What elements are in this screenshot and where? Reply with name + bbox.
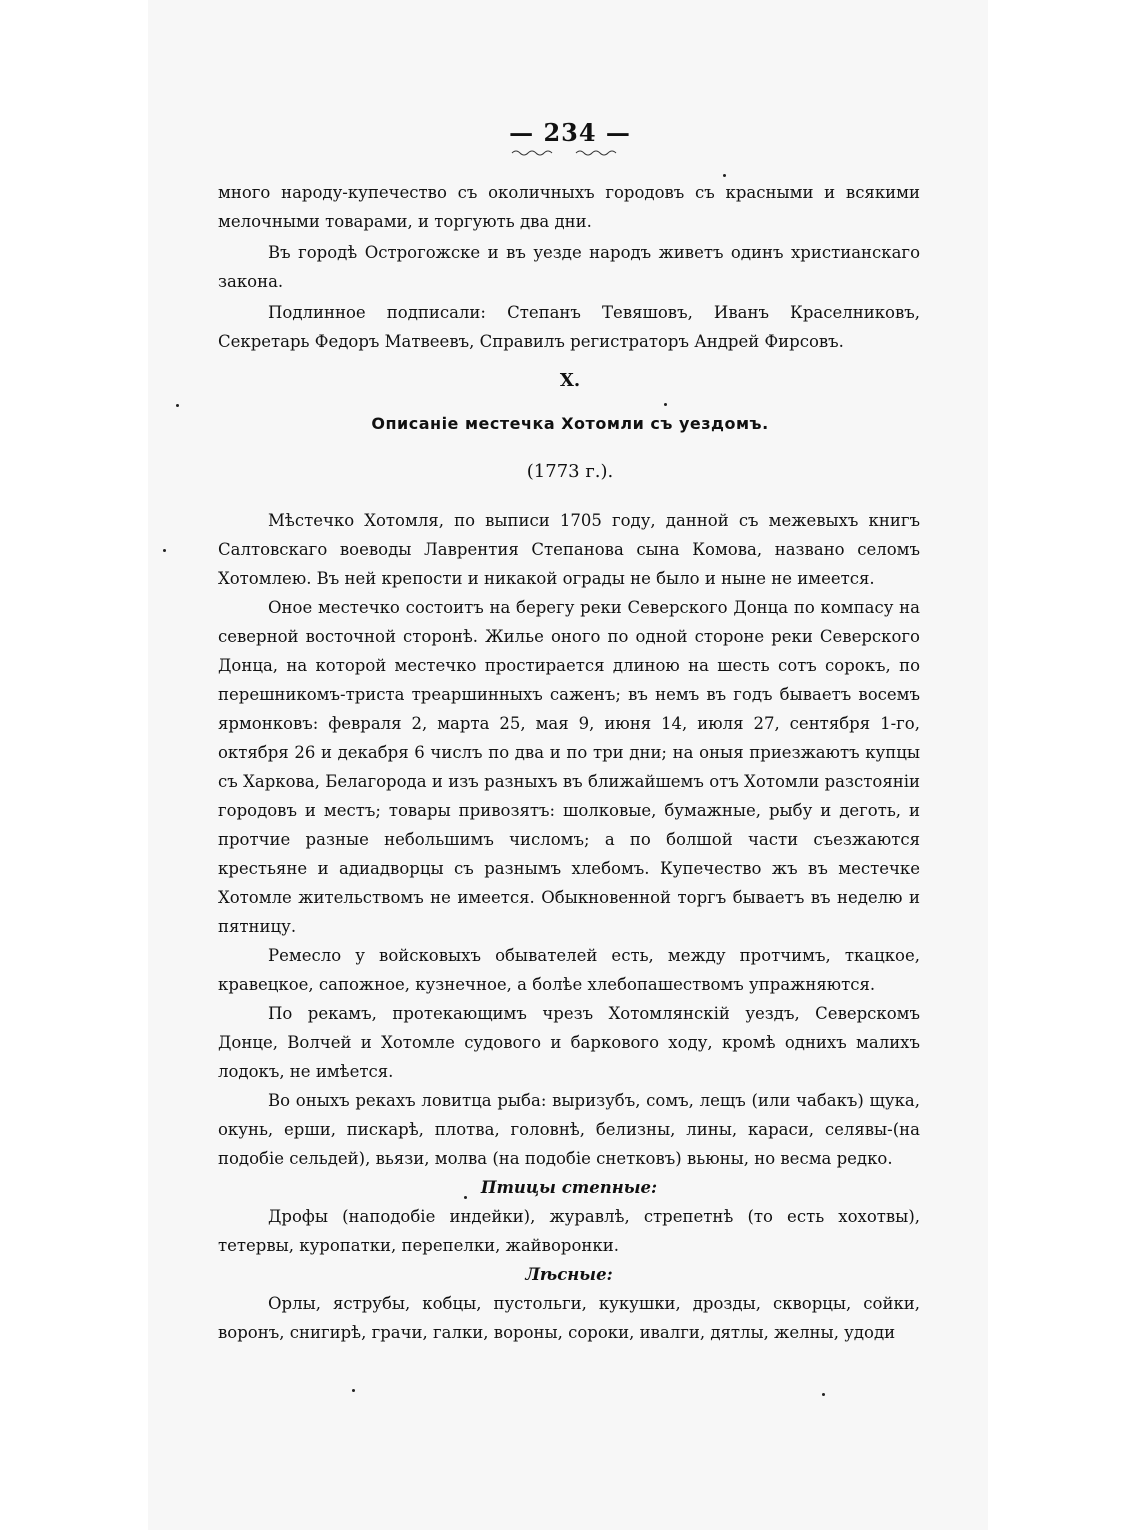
body-paragraph-4: По рекамъ, протекающимъ чрезъ Хотомлянскій уездъ, Северскомъ Донце, Волчей и Хотомле судового и баркового ходу, кромѣ однихъ малихъ лодокъ, не имѣется. (218, 1004, 920, 1081)
birds-forest-paragraph: Орлы, яструбы, кобцы, пустольги, кукушки, дрозды, скворцы, сойки, воронъ, снигирѣ, грачи, галки, вороны, сороки, ивалги, дятлы, желны, удоди (218, 1294, 920, 1342)
scan-speck (352, 1389, 355, 1392)
body-paragraph-5: Во оныхъ рекахъ ловитца рыба: выризубъ, сомъ, лещъ (или чабакъ) щука, окунь, ерши, пискарѣ, плотва, головнѣ, белизны, лины, караси, селявы-(на подобіе сельдей), вьязи, молва (на подобіе снетковъ) вьюны, но весма редко. (218, 1091, 920, 1168)
body-text (218, 506, 920, 1347)
scan-speck (163, 549, 166, 552)
top-paragraph-3: Подлинное подписали: Степанъ Тевяшовъ, Иванъ Краселниковъ, Секретарь Федоръ Матвеевъ, Справилъ регистраторъ Андрей Фирсовъ. (218, 303, 920, 351)
section-numeral: X. (559, 370, 581, 391)
section-year: (1773 г.). (526, 461, 614, 482)
body-paragraph-2: Оное местечко состоитъ на берегу реки Северского Донца по компасу на северной восточной сторонѣ. Жилье оного по одной стороне реки Северского Донца, на которой местечко простирается длиною на шесть сотъ сорокъ, по перешникомъ-триста треаршинныхъ саженъ; въ немъ въ годъ бываетъ восемъ ярмонковъ: февраля 2, марта 25, мая 9, июня 14, июля 27, сентября 1-го, октября 26 и декабря 6 числъ по два и по три дни; на оныя приезжаютъ купцы съ Харкова, Белагорода и изъ разныхъ въ ближайшемъ отъ Хотомли разстояніи городовъ и местъ; товары привозятъ: шолковые, бумажные, рыбу и деготь, и протчие разные небольшимъ числомъ; а по болшой части съезжаются крестьяне и адиадворцы съ разнымъ хлебомъ. Купечество жъ въ местечке Хотомле жительствомъ не имеется. Обыкновенной торгъ бываетъ въ неделю и пятницу. (218, 598, 920, 936)
page-number: — 234 — (509, 118, 631, 147)
scan-speck (176, 404, 179, 407)
number-ornament (510, 148, 620, 156)
scan-speck (664, 403, 667, 406)
top-text (218, 178, 920, 356)
scan-speck (723, 174, 726, 177)
birds-steppe-paragraph: Дрофы (наподобіе индейки), журавлѣ, стрепетнѣ (то есть хохотвы), тетервы, куропатки, перепелки, жайворонки. (218, 1207, 920, 1255)
body-paragraph-3: Ремесло у войсковыхъ обывателей есть, между протчимъ, ткацкое, кравецкое, сапожное, кузнечное, а болѣе хлебопашествомъ упражняются. (218, 946, 920, 994)
scan-speck (822, 1393, 825, 1396)
birds-forest-heading: Лѣсные: (525, 1265, 613, 1284)
section-title: Описаніе местечка Хотомли съ уездомъ. (371, 414, 769, 433)
top-paragraph-2: Въ городѣ Острогожске и въ уезде народъ живетъ одинъ христианскаго закона. (218, 243, 920, 291)
top-paragraph-1: много народу-купечество съ околичныхъ городовъ съ красными и всякими мелочными товарами, и торгують два дни. (218, 183, 920, 231)
birds-steppe-heading: Птицы степные: (480, 1178, 658, 1197)
scan-speck (464, 1196, 467, 1199)
body-paragraph-1: Мѣстечко Хотомля, по выписи 1705 году, данной съ межевыхъ книгъ Салтовскаго воеводы Лаврентия Степанова сына Комова, названо селомъ Хотомлею. Въ ней крепости и никакой ограды не было и ныне не имеется. (218, 511, 920, 588)
